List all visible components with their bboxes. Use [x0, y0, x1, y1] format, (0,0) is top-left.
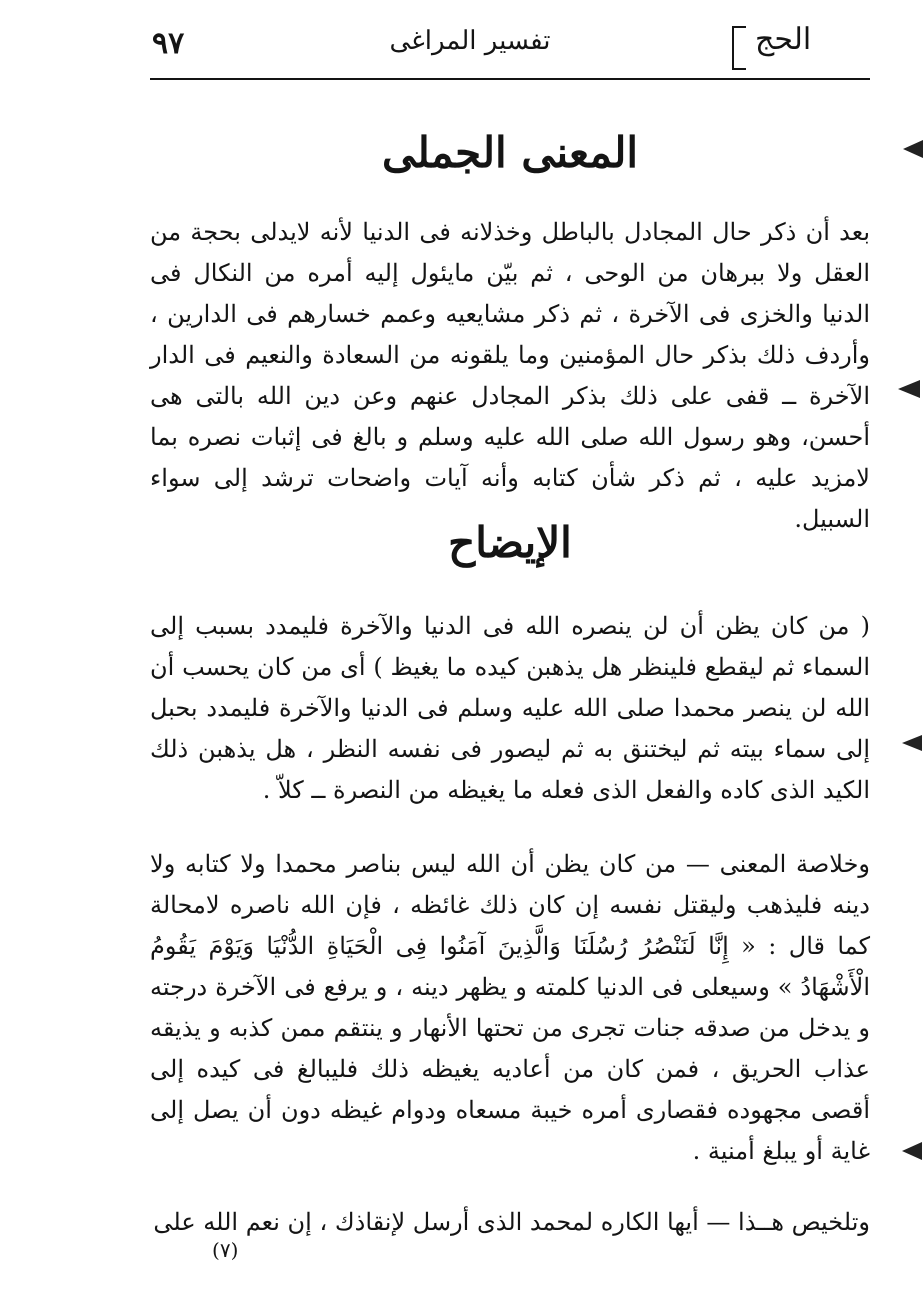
- margin-ink-mark-icon: [902, 735, 922, 751]
- margin-ink-mark-icon: [903, 140, 923, 158]
- paragraph-meaning-summary: وخلاصة المعنى — من كان يظن أن الله ليس بناصر محمدا ولا كتابه ولا دينه فليذهب وليقتل نفسه إن كان ذلك غائظه ، فإن الله ناصره لامحالة كما قال : « إِنَّا لَنَنْصُرُ رُسُلَنَا وَالَّذِينَ آمَنُوا فِى الْحَيَاةِ الدُّنْيَا وَيَوْمَ يَقُومُ الْأَشْهَادُ » وسيعلى فى الدنيا كلمته و يظهر دينه ، و يرفع فى الآخرة درجته و يدخل من صدقه جنات تجرى من تحتها الأنهار و ينتقم ممن كذبه و يذيقه عذاب الحريق ، فمن كان من أعاديه يغيظه ذلك فليبالغ فى كيده إلى أقصى مجهوده فقصارى أمره خيبة مسعاه ودوام غيظه دون أن يصل إلى غاية أو يبلغ أمنية .: [150, 850, 871, 1165]
- header-rule: [150, 78, 870, 80]
- chapter-bracket-icon: [732, 26, 746, 70]
- signature-mark: (٧): [212, 1238, 239, 1262]
- page-number: ٩٧: [152, 26, 185, 61]
- margin-ink-mark-icon: [898, 380, 920, 398]
- chapter-name: الحج: [755, 22, 812, 57]
- paragraph-summary: بعد أن ذكر حال المجادل بالباطل وخذلانه فى الدنيا لأنه لايدلى بحجة من العقل ولا ببرهان من الوحى ، ثم بيّن مايئول إليه أمره من النكال فى الدنيا والخزى فى الآخرة ، ثم ذكر مشايعيه وعمم خسارهم فى الدارين ، وأردف ذلك بذكر حال المؤمنين وما يلقونه من السعادة والنعيم فى الدار الآخرة ــ قفى على ذلك بذكر المجادل عنهم وعن دين الله بالتى هى أحسن، وهو رسول الله صلى الله عليه وسلم و بالغ فى إثبات نصره بما لامزيد عليه ، ثم ذكر شأن كتابه وأنه آيات واضحات ترشد إلى سواء السبيل.: [150, 218, 871, 533]
- paragraph-verse-explanation: ( من كان يظن أن لن ينصره الله فى الدنيا والآخرة فليمدد بسبب إلى السماء ثم ليقطع فلينظر هل يذهبن كيده ما يغيظ ) أى من كان يحسب أن الله لن ينصر محمدا صلى الله عليه وسلم فى الدنيا والآخرة فليمدد بحبل إلى سماء بيته ثم ليختنق به ثم ليصور فى نفسه النظر ، هل يذهبن ذلك الكيد الذى كاده والفعل الذى فعله ما يغيظه من النصرة ــ كلاّ .: [150, 612, 870, 804]
- paragraph-conclusion: وتلخيص هــذا — أيها الكاره لمحمد الذى أرسل لإنقاذك ، إن نعم الله على: [153, 1208, 870, 1236]
- section-heading-explanation: الإيضاح: [448, 518, 572, 567]
- book-title: تفسير المراغى: [389, 26, 551, 56]
- running-head: [0, 0, 923, 90]
- section-heading-summary: المعنى الجملى: [381, 128, 639, 177]
- margin-ink-mark-icon: [902, 1142, 922, 1160]
